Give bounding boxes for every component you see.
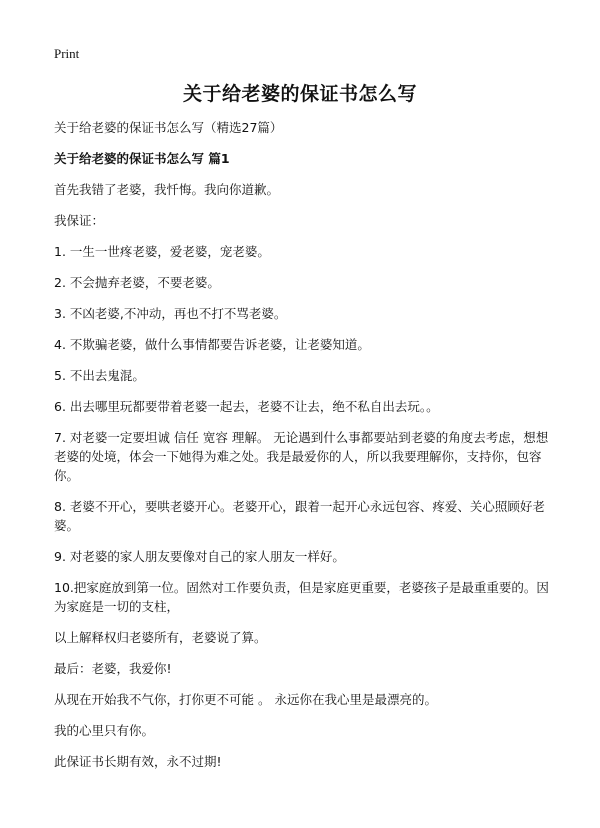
print-label: Print: [54, 46, 80, 61]
list-item-10: 10.把家庭放到第一位。固然对工作要负责，但是家庭更重要，老婆孩子是最重重要的。因为家庭是一切的支柱，: [54, 580, 549, 614]
document-title: 关于给老婆的保证书怎么写: [182, 83, 417, 105]
paragraph-interpretation: 以上解释权归老婆所有，老婆说了算。: [54, 630, 267, 645]
list-item-5: 5. 不出去鬼混。: [54, 368, 145, 383]
paragraph-validity: 此保证书长期有效，永不过期!: [54, 754, 222, 769]
section-heading: 关于给老婆的保证书怎么写 篇1: [54, 151, 230, 166]
document-subtitle: 关于给老婆的保证书怎么写（精选27篇）: [54, 120, 283, 135]
list-item-7: 7. 对老婆一定要坦诚 信任 宽容 理解。 无论遇到什么事都要站到老婆的角度去考虑，想想老婆的处境，体会一下她得为难之处。我是最爱你的人，所以我要理解你，支持你，包容你。: [54, 430, 549, 483]
list-item-3: 3. 不凶老婆,不冲动，再也不打不骂老婆。: [54, 306, 287, 321]
list-item-9: 9. 对老婆的家人朋友要像对自己的家人朋友一样好。: [54, 549, 345, 564]
list-item-1: 1. 一生一世疼老婆，爱老婆，宠老婆。: [54, 244, 270, 259]
document-body: [54, 118, 554, 783]
paragraph-intro: 首先我错了老婆，我忏悔。我向你道歉。: [54, 182, 280, 197]
list-item-8: 8. 老婆不开心，要哄老婆开心。老婆开心，跟着一起开心永远包容、疼爱、关心照顾好老婆。: [54, 499, 545, 533]
paragraph-from-now: 从现在开始我不气你，打你更不可能 。 永远你在我心里是最漂亮的。: [54, 692, 437, 707]
paragraph-final: 最后：老婆，我爱你!: [54, 661, 172, 676]
list-item-4: 4. 不欺骗老婆，做什么事情都要告诉老婆，让老婆知道。: [54, 337, 370, 352]
paragraph-only-you: 我的心里只有你。: [54, 723, 155, 738]
list-item-2: 2. 不会抛弃老婆，不要老婆。: [54, 275, 220, 290]
paragraph-promise-label: 我保证：: [54, 213, 105, 228]
list-item-6: 6. 出去哪里玩都要带着老婆一起去，老婆不让去，绝不私自出去玩。。: [54, 399, 439, 414]
